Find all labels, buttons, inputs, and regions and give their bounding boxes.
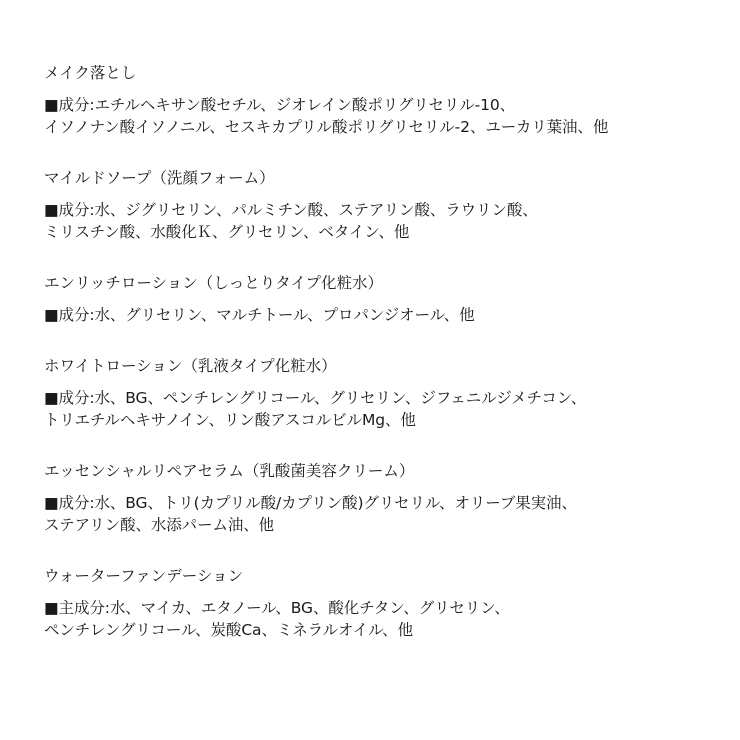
ingredient-line: ペンチレングリコール、炭酸Ca、ミネラルオイル、他 xyxy=(44,621,413,639)
product-name: エッセンシャルリペアセラム（乳酸菌美容クリーム） xyxy=(44,462,415,480)
product-makeup-remover xyxy=(44,62,724,138)
ingredient-line: トリエチルヘキサノイン、リン酸アスコルビルMg、他 xyxy=(44,411,416,429)
product-name: ホワイトローション（乳液タイプ化粧水） xyxy=(44,357,337,375)
ingredient-line: ■主成分:水、マイカ、エタノール、BG、酸化チタン、グリセリン、 xyxy=(44,599,510,617)
ingredient-line: ステアリン酸、水添パーム油、他 xyxy=(44,516,275,534)
product-name: エンリッチローション（しっとりタイプ化粧水） xyxy=(44,274,383,292)
product-name: メイク落とし xyxy=(44,64,137,82)
product-name: マイルドソープ（洗顔フォーム） xyxy=(44,169,275,187)
ingredient-line: ■成分:エチルヘキサン酸セチル、ジオレイン酸ポリグリセリル-10、 xyxy=(44,96,516,114)
ingredient-line: イソノナン酸イソノニル、セスキカプリル酸ポリグリセリル-2、ユーカリ葉油、他 xyxy=(44,118,609,136)
ingredient-line: ミリスチン酸、水酸化Ｋ、グリセリン、ベタイン、他 xyxy=(44,223,410,241)
product-essential-repair-serum xyxy=(44,460,724,536)
product-name: ウォーターファンデーション xyxy=(44,567,244,585)
product-mild-soap xyxy=(44,167,724,243)
ingredient-line: ■成分:水、BG、トリ(カプリル酸/カプリン酸)グリセリル、オリーブ果実油、 xyxy=(44,494,577,512)
ingredient-line: ■成分:水、ジグリセリン、パルミチン酸、ステアリン酸、ラウリン酸、 xyxy=(44,201,538,219)
product-white-lotion xyxy=(44,355,724,431)
product-water-foundation xyxy=(44,565,724,641)
product-enrich-lotion xyxy=(44,272,724,326)
ingredient-line: ■成分:水、グリセリン、マルチトール、プロパンジオール、他 xyxy=(44,306,475,324)
ingredients-page xyxy=(44,62,724,670)
ingredient-line: ■成分:水、BG、ペンチレングリコール、グリセリン、ジフェニルジメチコン、 xyxy=(44,389,587,407)
